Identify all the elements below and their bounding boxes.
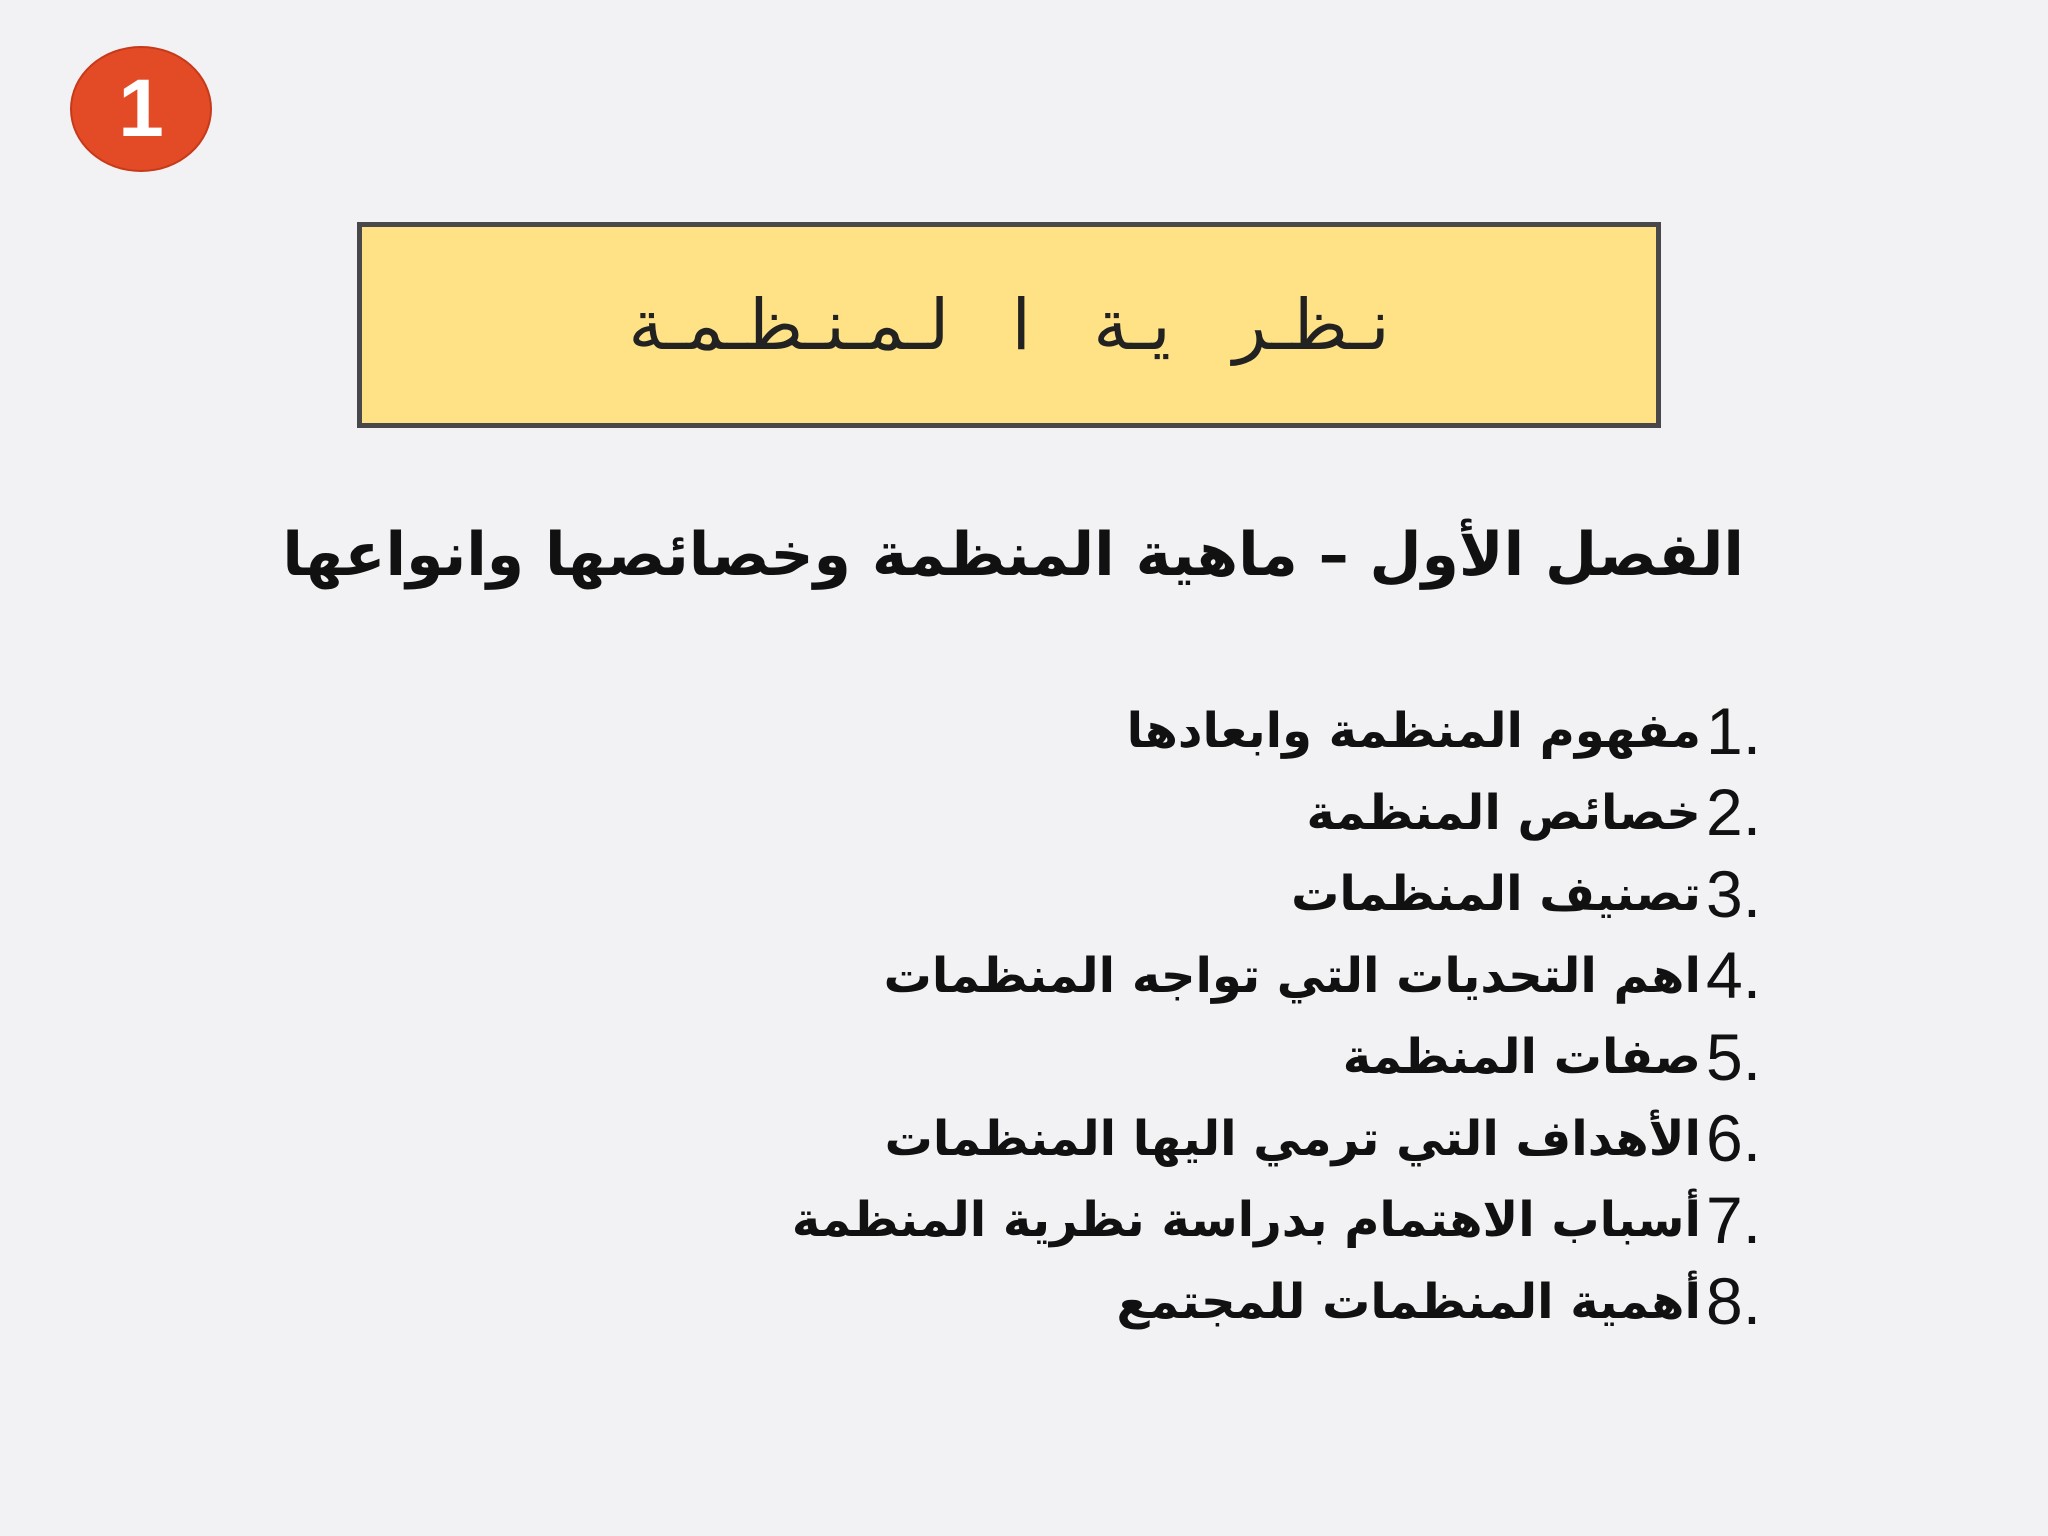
list-item [590,690,1790,772]
list-item [590,1098,1790,1180]
list-item-text: أسباب الاهتمام بدراسة نظرية المنظمة [791,1191,1701,1248]
list-item-text: صفات المنظمة [1342,1028,1701,1085]
list-item-text: اهم التحديات التي تواجه المنظمات [883,947,1701,1004]
list-item [590,772,1790,854]
list-item-text: الأهداف التي ترمي اليها المنظمات [884,1110,1701,1167]
list-item-number: 2. [1706,775,1762,850]
list-item-text: أهمية المنظمات للمجتمع [1116,1273,1701,1330]
list-item-number: 5. [1706,1019,1762,1094]
chapter-heading: الفصل الأول – ماهية المنظمة وخصائصها وانواعها [282,520,1744,590]
list-item-number: 8. [1706,1264,1762,1339]
list-item [590,853,1790,935]
slide-title: نـظـر يـة ا لـمـنـظـمـة [628,284,1390,366]
list-item [590,935,1790,1017]
list-item-text: تصنيف المنظمات [1291,865,1701,922]
list-item-number: 4. [1706,938,1762,1013]
title-box [357,222,1661,428]
list-item-text: مفهوم المنظمة وابعادها [1126,702,1701,759]
topic-list [590,690,1790,1342]
list-item-number: 7. [1706,1182,1762,1257]
list-item [590,1016,1790,1098]
list-item-text: خصائص المنظمة [1306,784,1701,841]
list-item-number: 3. [1706,856,1762,931]
list-item-number: 6. [1706,1101,1762,1176]
list-item [590,1179,1790,1261]
list-item [590,1261,1790,1343]
slide-number-badge: 1 [70,46,212,172]
list-item-number: 1. [1706,693,1762,768]
